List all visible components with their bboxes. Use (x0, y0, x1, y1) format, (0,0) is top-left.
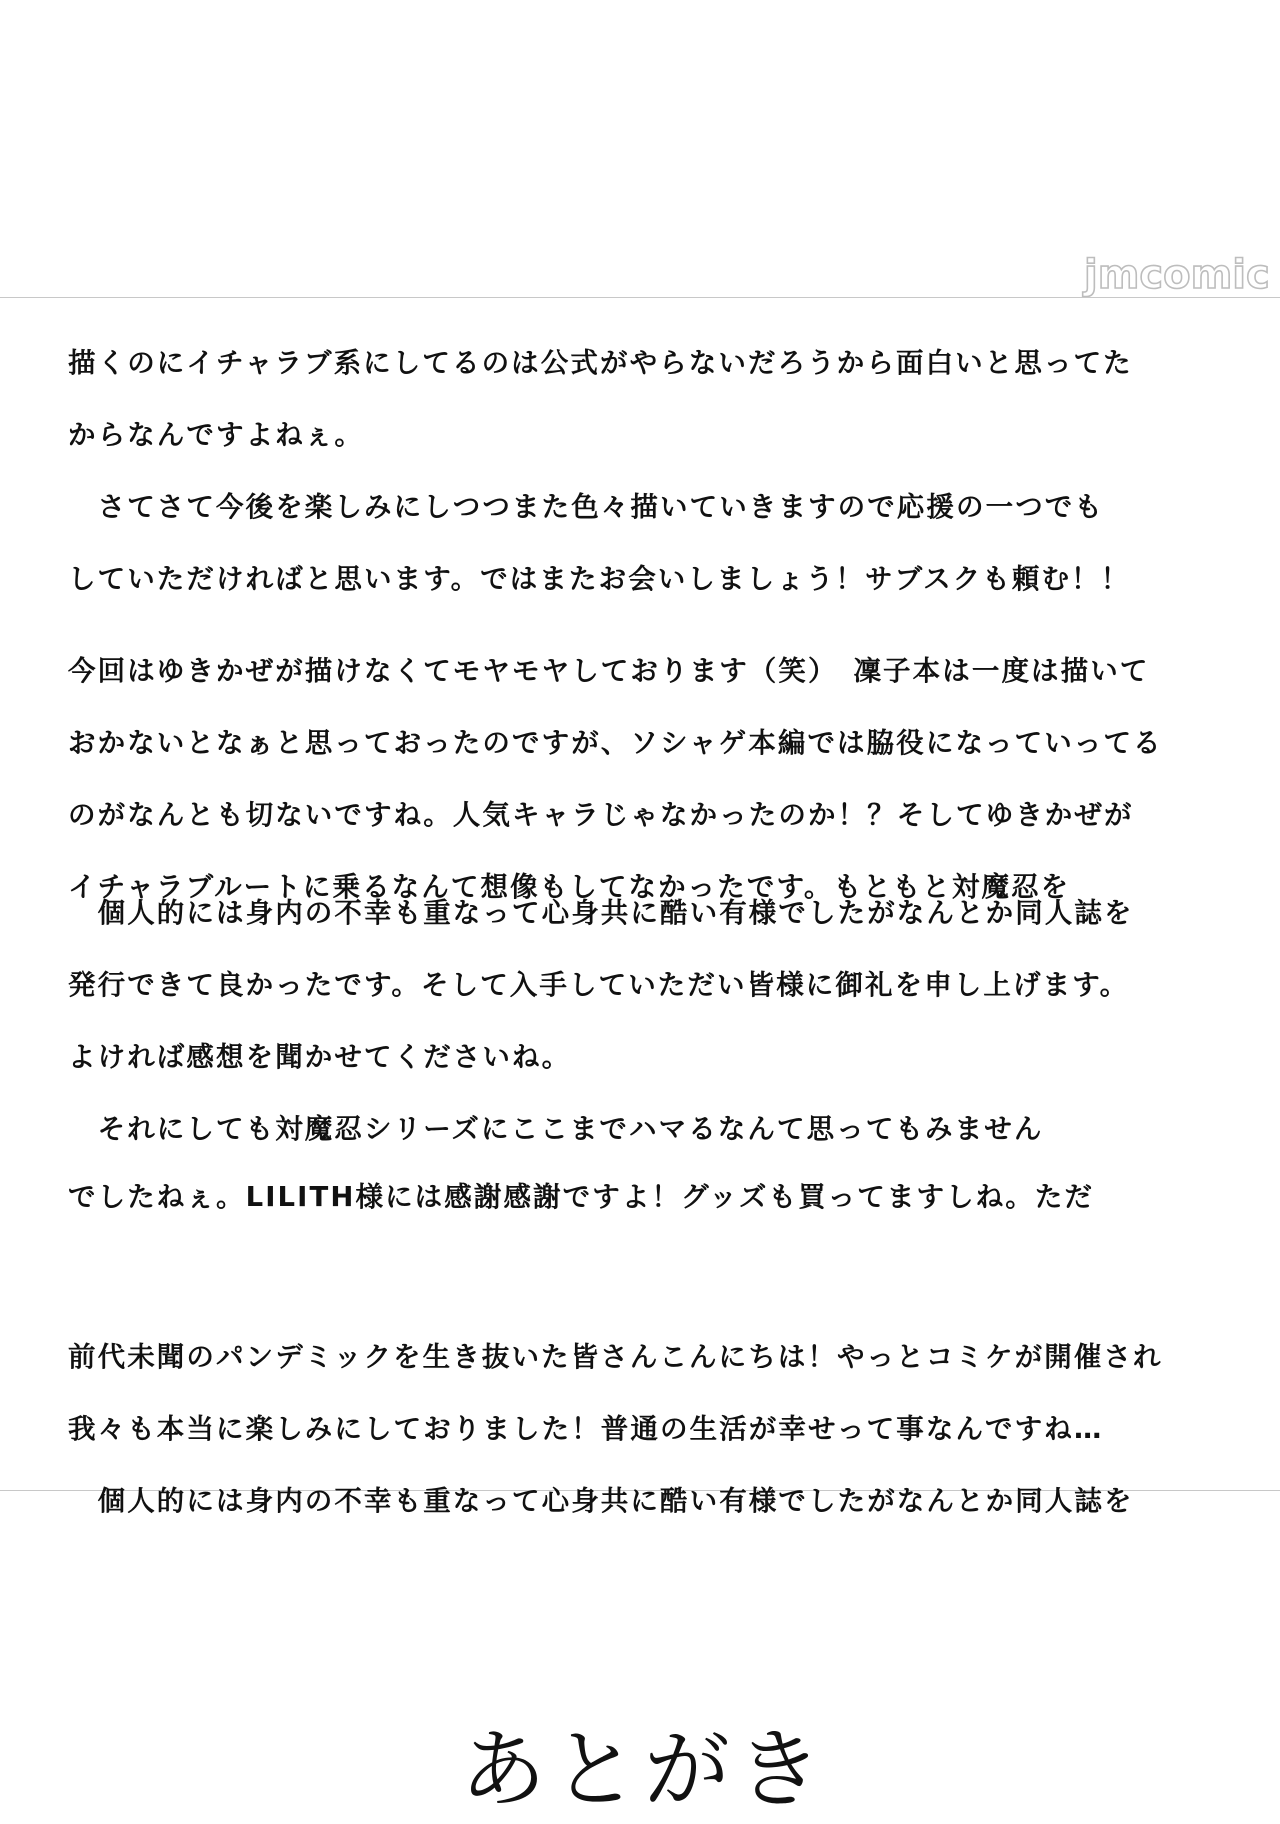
text-line: おかないとなぁと思っておったのですが、ソシャゲ本編では脇役になっていってる (68, 727, 1163, 759)
text-line: していただければと思います。ではまたお会いしましょう！サブスクも頼む！！ (68, 563, 1131, 595)
page-title: あとがき (460, 1720, 828, 1820)
title-strip (0, 1700, 1280, 1820)
text-line: 我々も本当に楽しみにしておりました！普通の生活が幸せって事なんですね… (68, 1413, 1104, 1445)
text-strip-2 (0, 598, 1280, 903)
text-line: それにしても対魔忍シリーズにここまでハマるなんて思ってもみません (68, 1113, 1044, 1145)
text-line: さてさて今後を楽しみにしつつまた色々描いていきますので応援の一つでも (68, 491, 1104, 523)
text-line: 個人的には身内の不幸も重なって心身共に酷い有様でしたがなんとか同人誌を (68, 897, 1134, 929)
text-line: イチャラブルートに乗るなんて想像もしてなかったです。もともと対魔忍を (68, 871, 1071, 903)
text-line: 描くのにイチャラブ系にしてるのは公式がやらないだろうから面白いと思ってた (68, 347, 1133, 379)
text-line: からなんですよねぇ。 (68, 419, 364, 451)
text-strip-4 (0, 1320, 1280, 1517)
text-strip-3 (0, 890, 1280, 1213)
watermark-icon (1082, 248, 1278, 300)
text-line: 個人的には身内の不幸も重なって心身共に酷い有様でしたがなんとか同人誌を (68, 1485, 1134, 1517)
text-line: のがなんとも切ないですね。人気キャラじゃなかったのか！？そしてゆきかぜが (68, 799, 1134, 831)
watermark-logo (1082, 248, 1278, 300)
text-line: でしたねぇ。LILITH様には感謝感謝ですよ！グッズも買ってますしね。ただ (68, 1181, 1095, 1213)
text-line: 前代未聞のパンデミックを生き抜いた皆さんこんにちは！やっとコミケが開催され (68, 1341, 1163, 1373)
text-strip-1 (0, 298, 1280, 598)
text-line: 今回はゆきかぜが描けなくてモヤモヤしております（笑） 凜子本は一度は描いて (68, 655, 1150, 687)
text-line: 発行できて良かったです。そして入手していただい皆様に御礼を申し上げます。 (68, 969, 1130, 1001)
watermark-text: jmcomic (1084, 252, 1270, 298)
text-line: よければ感想を聞かせてくださいね。 (68, 1041, 572, 1073)
